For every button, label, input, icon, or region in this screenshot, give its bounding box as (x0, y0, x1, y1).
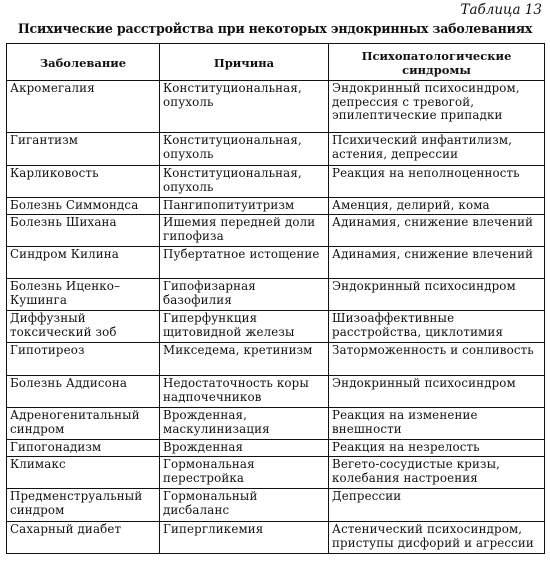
cell-syndromes: Адинамия, снижение влечений (329, 215, 545, 247)
table-row (7, 81, 545, 133)
table-title: Психические расстройства при некоторых эндокринных заболеваниях (17, 21, 533, 36)
cell-disease: Климакс (7, 457, 160, 489)
cell-disease: Гигантизм (7, 133, 160, 166)
cell-syndromes: Реакция на неполноценность (329, 166, 545, 198)
header-cause: Причина (160, 44, 329, 81)
cell-cause: Гормональный дисбаланс (160, 489, 329, 522)
cell-cause: Конституциональная, опухоль (160, 166, 329, 198)
header-disease: Заболевание (7, 44, 160, 81)
cell-syndromes: Эндокринный психосиндром, депрессия с тревогой, эпилептические припадки (329, 81, 545, 133)
cell-cause: Микседема, кретинизм (160, 343, 329, 376)
cell-cause: Гиперфункция щитовидной железы (160, 311, 329, 343)
cell-disease: Болезнь Симмондса (7, 198, 160, 215)
cell-disease: Болезнь Иценко–Кушинга (7, 279, 160, 311)
cell-syndromes: Вегето-сосудистые кризы, колебания настроения (329, 457, 545, 489)
cell-disease: Диффузный токсический зоб (7, 311, 160, 343)
cell-disease: Болезнь Шихана (7, 215, 160, 247)
cell-syndromes: Реакция на незрелость (329, 440, 545, 457)
cell-disease: Синдром Килина (7, 247, 160, 279)
table-row (7, 489, 545, 522)
cell-cause: Конституциональная, опухоль (160, 81, 329, 133)
cell-syndromes: Шизоаффективные расстройства, циклотимия (329, 311, 545, 343)
cell-cause: Пангипопитуитризм (160, 198, 329, 215)
disorders-table (6, 43, 545, 554)
cell-syndromes: Психический инфантилизм, астения, депрессии (329, 133, 545, 166)
cell-syndromes: Депрессии (329, 489, 545, 522)
table-row (7, 311, 545, 343)
table-row (7, 133, 545, 166)
cell-cause: Конституциональная, опухоль (160, 133, 329, 166)
table-row (7, 408, 545, 440)
cell-syndromes: Эндокринный психосиндром (329, 279, 545, 311)
cell-disease: Адреногенитальный синдром (7, 408, 160, 440)
cell-syndromes: Заторможенность и сонливость (329, 343, 545, 376)
cell-disease: Карликовость (7, 166, 160, 198)
cell-disease: Болезнь Аддисона (7, 376, 160, 408)
table-row (7, 376, 545, 408)
cell-cause: Гипергликемия (160, 522, 329, 554)
table-row (7, 457, 545, 489)
cell-disease: Предменструальный синдром (7, 489, 160, 522)
cell-cause: Врожденная (160, 440, 329, 457)
cell-cause: Гормональная перестройка (160, 457, 329, 489)
cell-cause: Врожденная, маскулинизация (160, 408, 329, 440)
table-row (7, 343, 545, 376)
cell-disease: Сахарный диабет (7, 522, 160, 554)
cell-syndromes: Эндокринный психосиндром (329, 376, 545, 408)
cell-disease: Гипотиреоз (7, 343, 160, 376)
table-row (7, 279, 545, 311)
cell-syndromes: Адинамия, снижение влечений (329, 247, 545, 279)
cell-cause: Пубертатное истощение (160, 247, 329, 279)
cell-disease: Гипогонадизм (7, 440, 160, 457)
header-row (7, 44, 545, 81)
cell-cause: Гипофизарная базофилия (160, 279, 329, 311)
cell-cause: Ишемия передней доли гипофиза (160, 215, 329, 247)
table-row (7, 247, 545, 279)
cell-disease: Акромегалия (7, 81, 160, 133)
table-number: Таблица 13 (460, 2, 542, 18)
table-row (7, 215, 545, 247)
cell-syndromes: Астенический психосиндром, приступы дисфорий и агрессии (329, 522, 545, 554)
table-row (7, 440, 545, 457)
table-row (7, 166, 545, 198)
cell-syndromes: Реакция на изменение внешности (329, 408, 545, 440)
table-row (7, 198, 545, 215)
cell-cause: Недостаточность коры надпочечников (160, 376, 329, 408)
table-row (7, 522, 545, 554)
header-syndromes: Психопатологические синдромы (329, 44, 545, 81)
cell-syndromes: Аменция, делирий, кома (329, 198, 545, 215)
